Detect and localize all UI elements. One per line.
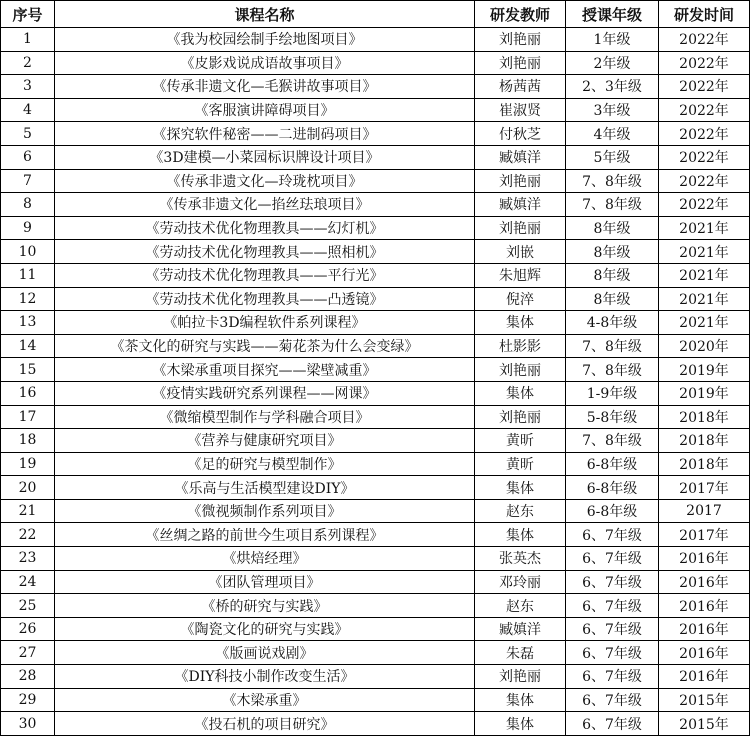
- index-cell: 15: [1, 358, 55, 382]
- table-row: [1, 263, 750, 287]
- grade-cell: 5-8年级: [566, 405, 659, 429]
- index-cell: 30: [1, 712, 55, 736]
- table-header-row: [1, 1, 750, 28]
- index-cell: 16: [1, 381, 55, 405]
- year-cell: 2016年: [659, 570, 750, 594]
- grade-cell: 6、7年级: [566, 688, 659, 712]
- year-cell: 2017: [659, 499, 750, 523]
- grade-cell: 6-8年级: [566, 476, 659, 500]
- teacher-cell: 集体: [475, 476, 566, 500]
- teacher-cell: 集体: [475, 523, 566, 547]
- year-cell: 2020年: [659, 334, 750, 358]
- grade-cell: 2、3年级: [566, 75, 659, 99]
- table-body: [1, 28, 750, 736]
- table-row: [1, 452, 750, 476]
- course-name-cell: 《微缩模型制作与学科融合项目》: [55, 405, 475, 429]
- grade-cell: 6-8年级: [566, 499, 659, 523]
- grade-cell: 4-8年级: [566, 311, 659, 335]
- course-name-cell: 《丝绸之路的前世今生项目系列课程》: [55, 523, 475, 547]
- grade-cell: 7、8年级: [566, 358, 659, 382]
- year-cell: 2022年: [659, 28, 750, 52]
- teacher-cell: 刘艳丽: [475, 665, 566, 689]
- year-cell: 2017年: [659, 523, 750, 547]
- header-grade: 授课年级: [566, 1, 659, 28]
- table-row: [1, 712, 750, 736]
- grade-cell: 6、7年级: [566, 712, 659, 736]
- grade-cell: 8年级: [566, 287, 659, 311]
- header-year: 研发时间: [659, 1, 750, 28]
- table-row: [1, 594, 750, 618]
- teacher-cell: 刘艳丽: [475, 51, 566, 75]
- teacher-cell: 刘艳丽: [475, 405, 566, 429]
- teacher-cell: 刘艳丽: [475, 28, 566, 52]
- year-cell: 2016年: [659, 594, 750, 618]
- course-name-cell: 《木梁承重》: [55, 688, 475, 712]
- table-row: [1, 28, 750, 52]
- index-cell: 22: [1, 523, 55, 547]
- course-name-cell: 《微视频制作系列项目》: [55, 499, 475, 523]
- teacher-cell: 集体: [475, 688, 566, 712]
- table-row: [1, 75, 750, 99]
- teacher-cell: 付秋芝: [475, 122, 566, 146]
- course-name-cell: 《劳动技术优化物理教具——幻灯机》: [55, 216, 475, 240]
- course-name-cell: 《木梁承重项目探究——梁壁减重》: [55, 358, 475, 382]
- year-cell: 2018年: [659, 429, 750, 453]
- course-name-cell: 《劳动技术优化物理教具——凸透镜》: [55, 287, 475, 311]
- year-cell: 2021年: [659, 240, 750, 264]
- grade-cell: 7、8年级: [566, 169, 659, 193]
- course-name-cell: 《疫情实践研究系列课程——网课》: [55, 381, 475, 405]
- course-name-cell: 《探究软件秘密——二进制码项目》: [55, 122, 475, 146]
- index-cell: 14: [1, 334, 55, 358]
- course-name-cell: 《版画说戏剧》: [55, 641, 475, 665]
- index-cell: 19: [1, 452, 55, 476]
- table-row: [1, 334, 750, 358]
- teacher-cell: 朱磊: [475, 641, 566, 665]
- teacher-cell: 集体: [475, 712, 566, 736]
- grade-cell: 1-9年级: [566, 381, 659, 405]
- course-name-cell: 《劳动技术优化物理教具——平行光》: [55, 263, 475, 287]
- grade-cell: 3年级: [566, 98, 659, 122]
- year-cell: 2021年: [659, 263, 750, 287]
- year-cell: 2021年: [659, 311, 750, 335]
- grade-cell: 6-8年级: [566, 452, 659, 476]
- table-row: [1, 499, 750, 523]
- grade-cell: 6、7年级: [566, 547, 659, 571]
- year-cell: 2022年: [659, 169, 750, 193]
- year-cell: 2021年: [659, 216, 750, 240]
- table-row: [1, 617, 750, 641]
- course-name-cell: 《茶文化的研究与实践——菊花茶为什么会变绿》: [55, 334, 475, 358]
- table-row: [1, 98, 750, 122]
- grade-cell: 2年级: [566, 51, 659, 75]
- table-row: [1, 523, 750, 547]
- index-cell: 12: [1, 287, 55, 311]
- table-row: [1, 358, 750, 382]
- grade-cell: 6、7年级: [566, 523, 659, 547]
- teacher-cell: 黄昕: [475, 452, 566, 476]
- index-cell: 11: [1, 263, 55, 287]
- teacher-cell: 集体: [475, 311, 566, 335]
- table-row: [1, 429, 750, 453]
- course-name-cell: 《团队管理项目》: [55, 570, 475, 594]
- grade-cell: 1年级: [566, 28, 659, 52]
- course-name-cell: 《足的研究与模型制作》: [55, 452, 475, 476]
- year-cell: 2022年: [659, 98, 750, 122]
- index-cell: 26: [1, 617, 55, 641]
- teacher-cell: 崔淑贤: [475, 98, 566, 122]
- teacher-cell: 张英杰: [475, 547, 566, 571]
- grade-cell: 6、7年级: [566, 641, 659, 665]
- grade-cell: 5年级: [566, 145, 659, 169]
- grade-cell: 7、8年级: [566, 193, 659, 217]
- course-name-cell: 《3D建模—小菜园标识牌设计项目》: [55, 145, 475, 169]
- grade-cell: 6、7年级: [566, 594, 659, 618]
- index-cell: 8: [1, 193, 55, 217]
- year-cell: 2022年: [659, 75, 750, 99]
- year-cell: 2019年: [659, 381, 750, 405]
- table-row: [1, 547, 750, 571]
- grade-cell: 6、7年级: [566, 617, 659, 641]
- index-cell: 28: [1, 665, 55, 689]
- index-cell: 9: [1, 216, 55, 240]
- grade-cell: 7、8年级: [566, 334, 659, 358]
- year-cell: 2022年: [659, 145, 750, 169]
- index-cell: 25: [1, 594, 55, 618]
- index-cell: 10: [1, 240, 55, 264]
- index-cell: 4: [1, 98, 55, 122]
- index-cell: 2: [1, 51, 55, 75]
- course-name-cell: 《劳动技术优化物理教具——照相机》: [55, 240, 475, 264]
- teacher-cell: 邓玲丽: [475, 570, 566, 594]
- year-cell: 2018年: [659, 405, 750, 429]
- teacher-cell: 刘艳丽: [475, 216, 566, 240]
- header-index: 序号: [1, 1, 55, 28]
- grade-cell: 8年级: [566, 216, 659, 240]
- teacher-cell: 臧嫃洋: [475, 193, 566, 217]
- year-cell: 2022年: [659, 51, 750, 75]
- table-row: [1, 688, 750, 712]
- table-row: [1, 122, 750, 146]
- course-name-cell: 《陶瓷文化的研究与实践》: [55, 617, 475, 641]
- course-name-cell: 《乐高与生活模型建设DIY》: [55, 476, 475, 500]
- teacher-cell: 刘嵌: [475, 240, 566, 264]
- course-name-cell: 《桥的研究与实践》: [55, 594, 475, 618]
- table-row: [1, 51, 750, 75]
- teacher-cell: 刘艳丽: [475, 169, 566, 193]
- header-course-name: 课程名称: [55, 1, 475, 28]
- grade-cell: 7、8年级: [566, 429, 659, 453]
- table-row: [1, 240, 750, 264]
- teacher-cell: 朱旭辉: [475, 263, 566, 287]
- year-cell: 2018年: [659, 452, 750, 476]
- index-cell: 24: [1, 570, 55, 594]
- table-row: [1, 405, 750, 429]
- course-name-cell: 《帕拉卡3D编程软件系列课程》: [55, 311, 475, 335]
- year-cell: 2015年: [659, 712, 750, 736]
- teacher-cell: 刘艳丽: [475, 358, 566, 382]
- index-cell: 18: [1, 429, 55, 453]
- index-cell: 23: [1, 547, 55, 571]
- year-cell: 2016年: [659, 665, 750, 689]
- year-cell: 2015年: [659, 688, 750, 712]
- course-name-cell: 《传承非遗文化—掐丝珐琅项目》: [55, 193, 475, 217]
- index-cell: 3: [1, 75, 55, 99]
- header-teacher: 研发教师: [475, 1, 566, 28]
- year-cell: 2016年: [659, 641, 750, 665]
- course-name-cell: 《客服演讲障碍项目》: [55, 98, 475, 122]
- index-cell: 29: [1, 688, 55, 712]
- teacher-cell: 赵东: [475, 499, 566, 523]
- grade-cell: 8年级: [566, 263, 659, 287]
- teacher-cell: 黄昕: [475, 429, 566, 453]
- index-cell: 1: [1, 28, 55, 52]
- course-name-cell: 《皮影戏说成语故事项目》: [55, 51, 475, 75]
- year-cell: 2022年: [659, 193, 750, 217]
- teacher-cell: 杨茜茜: [475, 75, 566, 99]
- year-cell: 2016年: [659, 617, 750, 641]
- teacher-cell: 倪淬: [475, 287, 566, 311]
- table-row: [1, 476, 750, 500]
- table-row: [1, 193, 750, 217]
- table-row: [1, 216, 750, 240]
- year-cell: 2017年: [659, 476, 750, 500]
- table-row: [1, 169, 750, 193]
- table-row: [1, 665, 750, 689]
- course-name-cell: 《传承非遗文化—玲珑枕项目》: [55, 169, 475, 193]
- course-name-cell: 《营养与健康研究项目》: [55, 429, 475, 453]
- teacher-cell: 杜影影: [475, 334, 566, 358]
- index-cell: 20: [1, 476, 55, 500]
- course-name-cell: 《烘焙经理》: [55, 547, 475, 571]
- grade-cell: 8年级: [566, 240, 659, 264]
- year-cell: 2022年: [659, 122, 750, 146]
- index-cell: 21: [1, 499, 55, 523]
- index-cell: 7: [1, 169, 55, 193]
- teacher-cell: 集体: [475, 381, 566, 405]
- teacher-cell: 臧嫃洋: [475, 617, 566, 641]
- course-name-cell: 《投石机的项目研究》: [55, 712, 475, 736]
- index-cell: 6: [1, 145, 55, 169]
- course-name-cell: 《我为校园绘制手绘地图项目》: [55, 28, 475, 52]
- course-name-cell: 《DIY科技小制作改变生活》: [55, 665, 475, 689]
- index-cell: 13: [1, 311, 55, 335]
- table-row: [1, 641, 750, 665]
- index-cell: 5: [1, 122, 55, 146]
- table-row: [1, 287, 750, 311]
- table-row: [1, 381, 750, 405]
- grade-cell: 4年级: [566, 122, 659, 146]
- year-cell: 2021年: [659, 287, 750, 311]
- grade-cell: 6、7年级: [566, 665, 659, 689]
- index-cell: 27: [1, 641, 55, 665]
- year-cell: 2019年: [659, 358, 750, 382]
- table-row: [1, 570, 750, 594]
- grade-cell: 6、7年级: [566, 570, 659, 594]
- teacher-cell: 臧嫃洋: [475, 145, 566, 169]
- index-cell: 17: [1, 405, 55, 429]
- teacher-cell: 赵东: [475, 594, 566, 618]
- year-cell: 2016年: [659, 547, 750, 571]
- table-row: [1, 145, 750, 169]
- course-name-cell: 《传承非遗文化—毛猴讲故事项目》: [55, 75, 475, 99]
- table-row: [1, 311, 750, 335]
